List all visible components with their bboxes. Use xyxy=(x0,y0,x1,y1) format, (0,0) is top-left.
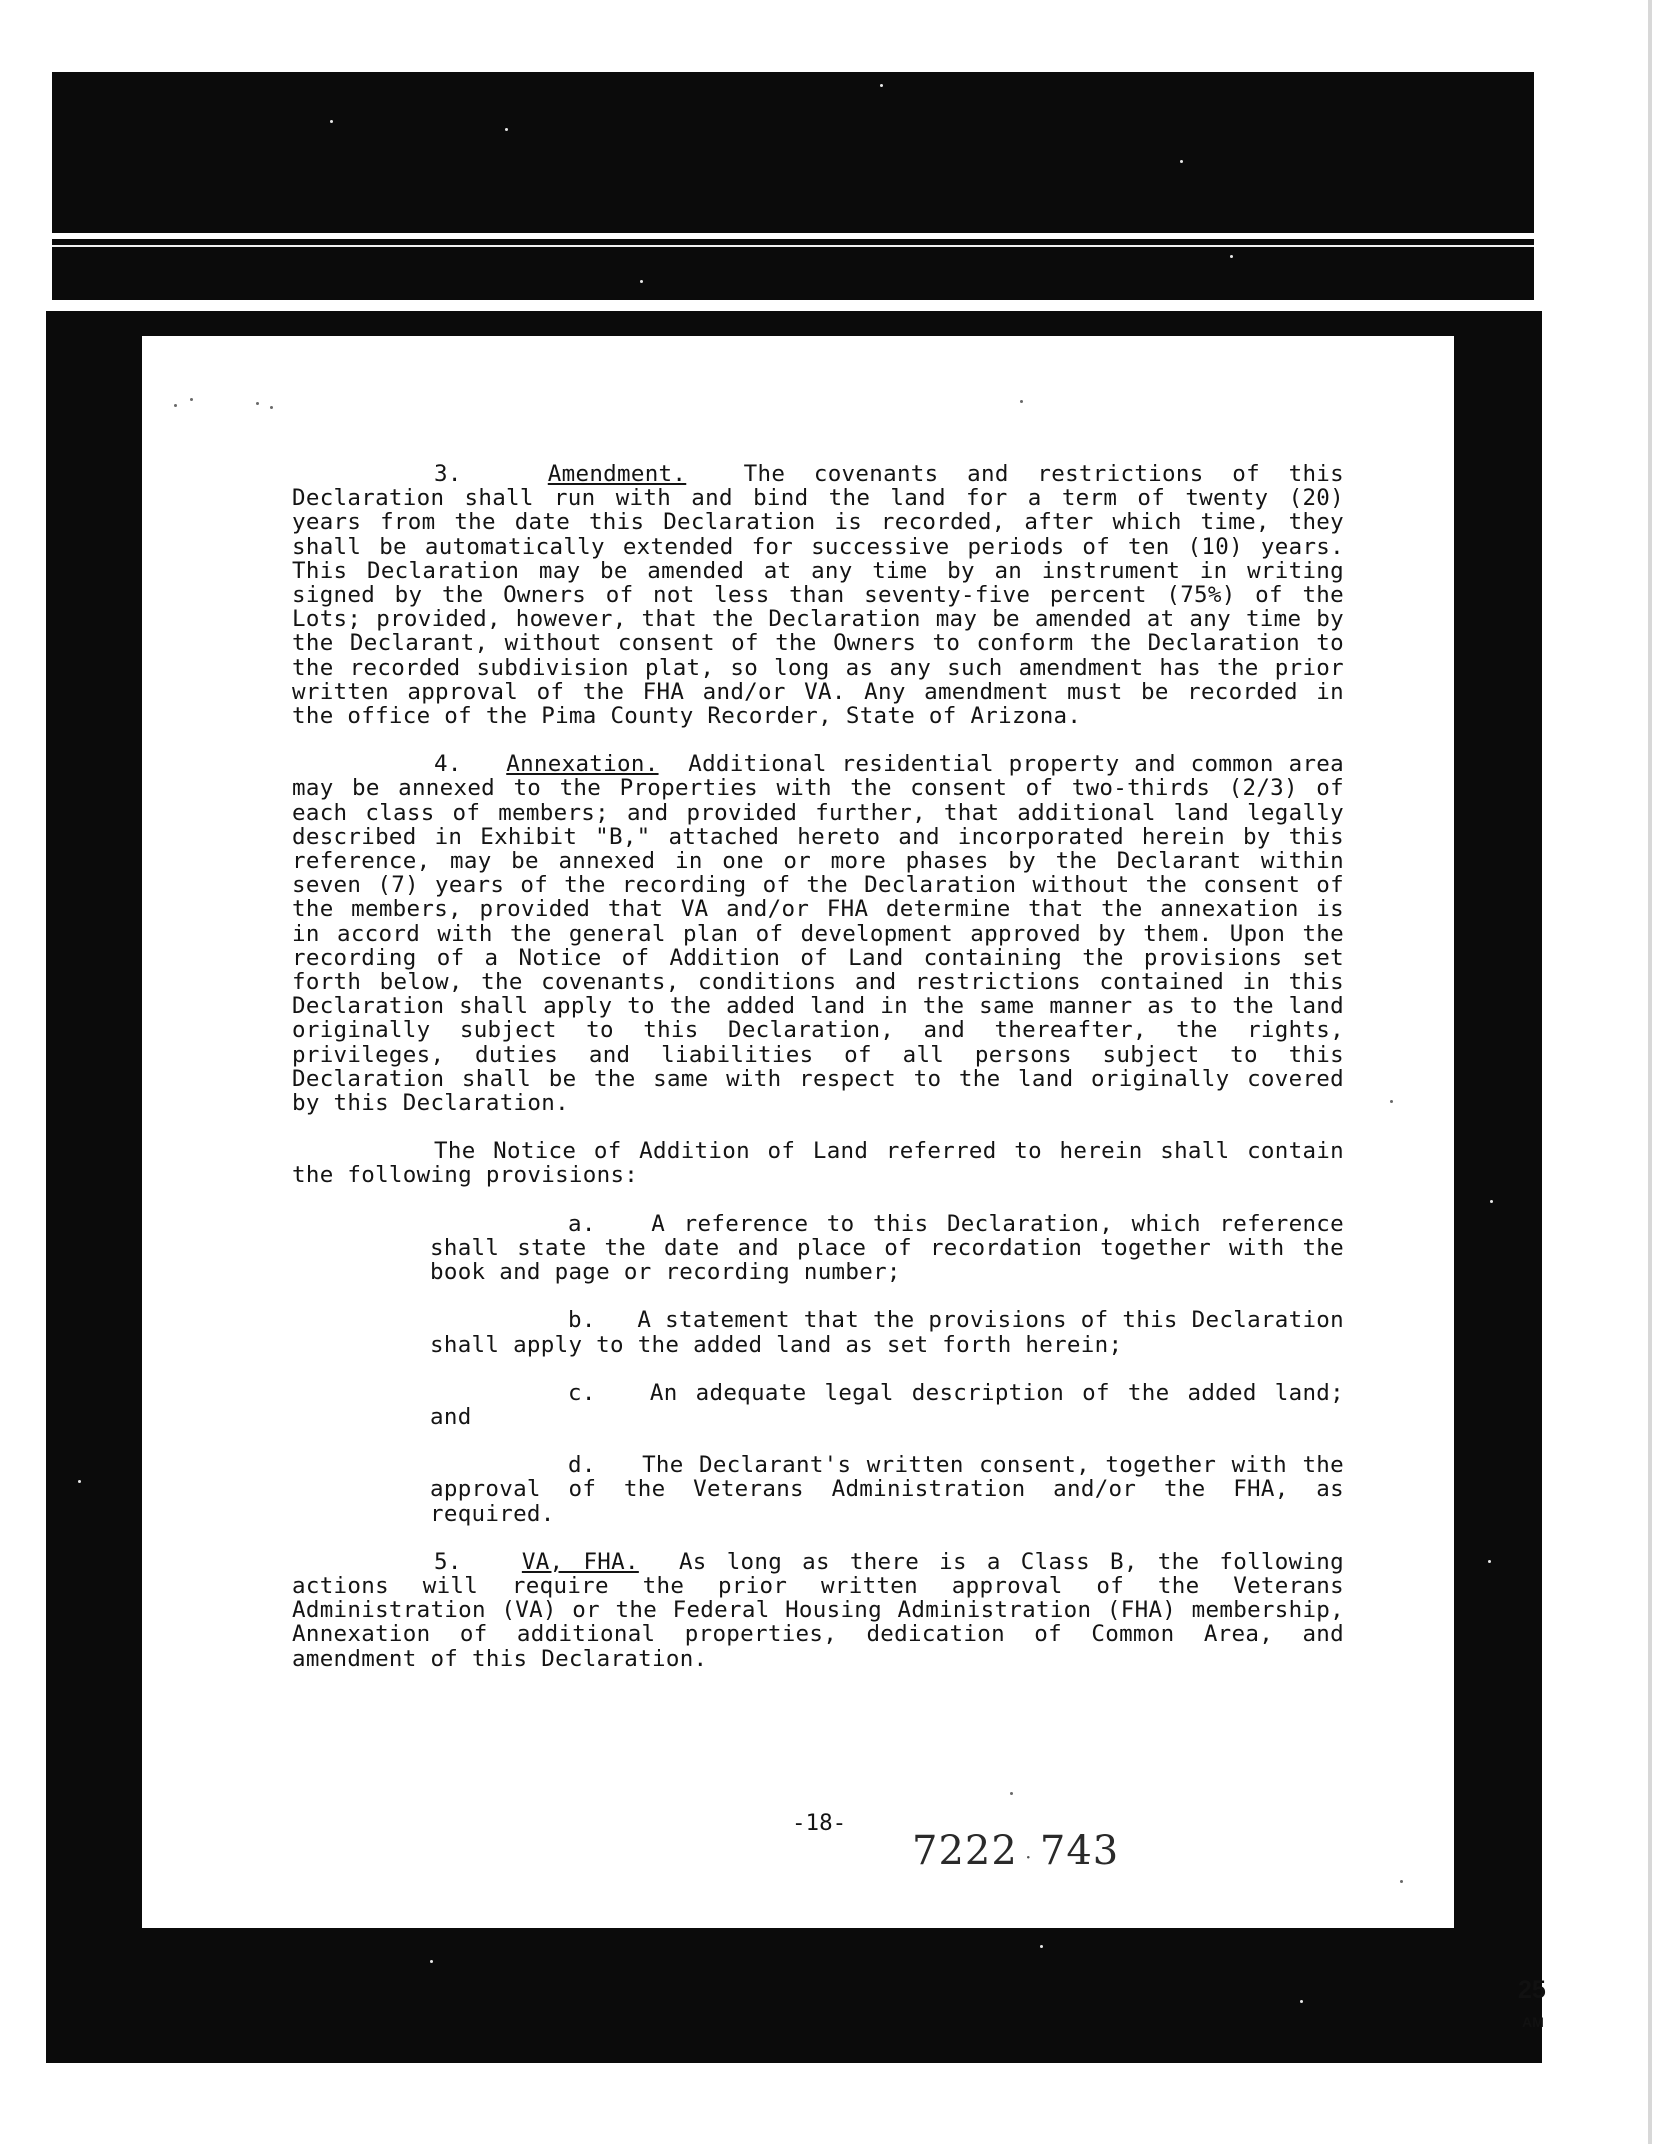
paper-speck xyxy=(1390,1100,1393,1103)
scan-speck xyxy=(1230,255,1233,258)
provision-c xyxy=(430,1381,1344,1429)
scan-speck xyxy=(1300,2000,1303,2003)
recording-stamp-page: 743 xyxy=(1039,1828,1120,1874)
scan-speck xyxy=(1180,160,1183,163)
paper-speck xyxy=(256,402,259,405)
scan-speck xyxy=(1040,1945,1043,1948)
section-body: The covenants and restrictions of this Declaration shall run with and bind the land for a term of twenty (20) years from the date this Declaration is recorded, after which time, they shall be automatically extended for successive periods of ten (10) years. This Declaration may be amended at any time by an instrument in writing signed by the Owners of not less than seventy-five percent (75%) of the Lots; provided, however, that the Declaration may be amended at any time by the Declarant, without consent of the Owners to conform the Declaration to the recorded subdivision plat, so long as any such amendment has the prior written approval of the FHA and/or VA. Any amendment must be recorded in the office of the Pima County Recorder, State of Arizona. xyxy=(292,461,1345,730)
scan-speck xyxy=(430,1960,433,1963)
scan-speck xyxy=(1490,1200,1493,1203)
provision-text: A statement that the provisions of this Declaration shall apply to the added land as set forth herein; xyxy=(430,1307,1344,1358)
provision-letter: d. xyxy=(568,1452,596,1479)
section-annexation xyxy=(292,752,1344,1115)
scan-speck xyxy=(880,84,883,87)
scan-top-black-band xyxy=(52,72,1534,300)
margin-side-number: 25 xyxy=(1518,1976,1546,2004)
provision-letter: c. xyxy=(568,1379,596,1406)
scan-speck xyxy=(505,128,508,131)
section-heading: Annexation. xyxy=(506,751,659,778)
margin-side-ampm: AM xyxy=(1522,2014,1544,2030)
scan-top-light-strip xyxy=(52,245,1534,247)
paper-speck xyxy=(1020,400,1023,403)
section-body: Additional residential property and common area may be annexed to the Properties with the consent of two-thirds (2/3) of each class of members; and provided further, that additional land legally described in Exhibit "B," attached hereto and incorporated herein by this reference, may be annexed in one or more phases by the Declarant within seven (7) years of the recording of the Declaration without the consent of the members, provided that VA and/or FHA determine that the annexation is in accord with the general plan of development approved by them. Upon the recording of a Notice of Addition of Land containing the provisions set forth below, the covenants, conditions and restrictions contained in this Declaration shall apply to the added land in the same manner as to the land originally subject to this Declaration, and thereafter, the rights, privileges, duties and liabilities of all persons subject to this Declaration shall be the same with respect to the land originally covered by this Declaration. xyxy=(292,751,1344,1117)
provision-b xyxy=(430,1308,1344,1356)
recording-stamp-book: 7222 xyxy=(912,1828,1018,1874)
section-heading: VA, FHA. xyxy=(521,1548,639,1575)
paper-speck xyxy=(174,404,177,407)
scan-top-white-strip xyxy=(52,233,1534,239)
section-heading: Amendment. xyxy=(547,461,687,487)
provision-letter: a. xyxy=(568,1210,596,1237)
section-number: 3. xyxy=(434,461,462,487)
section-number: 5. xyxy=(434,1548,462,1575)
section-va-fha xyxy=(292,1550,1344,1671)
document-body xyxy=(292,462,1344,1695)
paper-speck xyxy=(1010,1792,1013,1795)
scan-speck xyxy=(330,120,333,123)
provision-text: A reference to this Declaration, which reference shall state the date and place of recordation together with the book and page or recording number; xyxy=(430,1210,1344,1286)
provision-text: An adequate legal description of the added land; and xyxy=(430,1379,1344,1430)
paper-speck xyxy=(270,406,273,409)
section-number: 4. xyxy=(434,751,462,778)
page-number: -18- xyxy=(792,1810,847,1836)
notice-intro: The Notice of Addition of Land referred to herein shall contain the following provisions: xyxy=(292,1138,1344,1189)
scan-speck xyxy=(1488,1560,1491,1563)
recording-stamp: 7222 · 743 xyxy=(912,1828,1120,1874)
paper-speck xyxy=(1400,1880,1403,1883)
provision-d xyxy=(430,1453,1344,1526)
paper-speck xyxy=(190,398,193,401)
right-margin-line xyxy=(1648,0,1652,2144)
scan-speck xyxy=(640,280,643,283)
provision-text: The Declarant's written consent, together with the approval of the Veterans Administration and/or the FHA, as required. xyxy=(430,1452,1344,1527)
scan-speck xyxy=(78,1480,81,1483)
provision-letter: b. xyxy=(568,1307,596,1334)
section-body: As long as there is a Class B, the following actions will require the prior written approval of the Veterans Administration (VA) or the Federal Housing Administration (FHA) membership, Annexation of additional properties, dedication of Common Area, and amendment of this Declaration. xyxy=(292,1548,1345,1672)
provision-a xyxy=(430,1212,1344,1285)
section-amendment xyxy=(292,462,1344,728)
